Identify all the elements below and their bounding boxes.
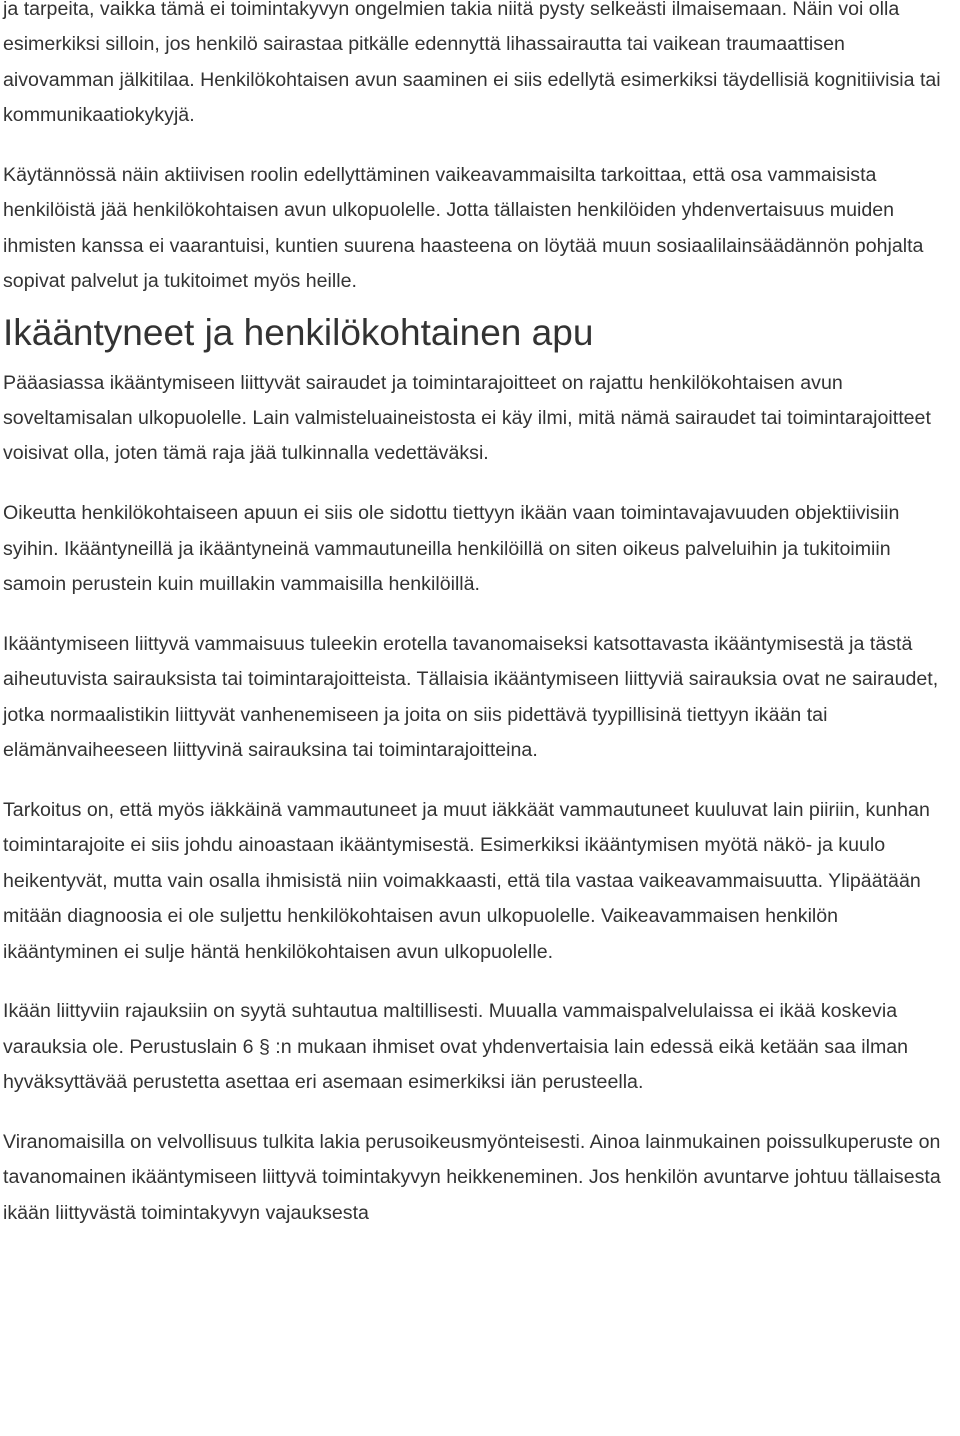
- document-body: [3, 0, 958, 1231]
- paragraph: Oikeutta henkilökohtaiseen apuun ei siis ole sidottu tiettyyn ikään vaan toimintavajavuuden objektiivisiin syihin. Ikääntyneillä ja ikääntyneinä vammautuneilla henkilöillä on siten oikeus palveluihin ja tukitoimiin samoin perustein kuin muillakin vammaisilla henkilöillä.: [3, 502, 900, 596]
- paragraph: Ikään liittyviin rajauksiin on syytä suhtautua maltillisesti. Muualla vammaispalvelulaissa ei ikää koskevia varauksia ole. Perustuslain 6 § :n mukaan ihmiset ovat yhdenvertaisia lain edessä eikä ketään saa ilman hyväksyttävää perustetta asettaa eri asemaan esimerkiksi iän perusteella.: [3, 1000, 909, 1094]
- paragraph: Käytännössä näin aktiivisen roolin edellyttäminen vaikeavammaisilta tarkoittaa, että osa vammaisista henkilöistä jää henkilökohtaisen avun ulkopuolelle. Jotta tällaisten henkilöiden yhdenvertaisuus muiden ihmisten kanssa ei vaarantuisi, kuntien suurena haasteena on löytää muun sosiaalilainsäädännön pohjalta sopivat palvelut ja tukitoimet myös heille.: [3, 164, 924, 293]
- paragraph: Tarkoitus on, että myös iäkkäinä vammautuneet ja muut iäkkäät vammautuneet kuuluvat lain piiriin, kunhan toimintarajoite ei siis johdu ainoastaan ikääntymisestä. Esimerkiksi ikääntymisen myötä näkö- ja kuulo heikentyvät, mutta vain osalla ihmisistä niin voimakkaasti, että tila vastaa vaikeavammaisuutta. Ylipäätään mitään diagnoosia ei ole suljettu henkilökohtaisen avun ulkopuolelle. Vaikeavammaisen henkilön ikääntyminen ei sulje häntä henkilökohtaisen avun ulkopuolelle.: [3, 798, 930, 963]
- paragraph: Viranomaisilla on velvollisuus tulkita lakia perusoikeusmyönteisesti. Ainoa lainmukainen poissulkuperuste on tavanomainen ikääntymiseen liittyvä toimintakyvyn heikkeneminen. Jos henkilön avuntarve johtuu tällaisesta ikään liittyvästä toimintakyvyn vajauksesta: [3, 1130, 941, 1224]
- paragraph: ja tarpeita, vaikka tämä ei toimintakyvyn ongelmien takia niitä pysty selkeästi ilmaisemaan. Näin voi olla esimerkiksi silloin, jos henkilö sairastaa pitkälle edennyttä lihassairautta tai vaikean traumaattisen aivovamman jälkitilaa. Henkilökohtaisen avun saaminen ei siis edellytä esimerkiksi täydellisiä kognitiivisia tai kommunikaatiokykyjä.: [3, 0, 941, 127]
- section-heading: Ikääntyneet ja henkilökohtainen apu: [3, 311, 594, 353]
- paragraph: Ikääntymiseen liittyvä vammaisuus tuleekin erotella tavanomaiseksi katsottavasta ikääntymisestä ja tästä aiheutuvista sairauksista tai toimintarajoitteista. Tällaisia ikääntymiseen liittyviä sairauksia ovat ne sairaudet, jotka normaalistikin liittyvät vanhenemiseen ja joita on siis pidettävä tyypillisinä tiettyyn ikään tai elämänvaiheeseen liittyvinä sairauksina tai toimintarajoitteina.: [3, 632, 939, 762]
- paragraph: Pääasiassa ikääntymiseen liittyvät sairaudet ja toimintarajoitteet on rajattu henkilökohtaisen avun soveltamisalan ulkopuolelle. Lain valmisteluaineistosta ei käy ilmi, mitä nämä sairaudet tai toimintarajoitteet voisivat olla, joten tämä raja jää tulkinnalla vedettäväksi.: [3, 371, 931, 465]
